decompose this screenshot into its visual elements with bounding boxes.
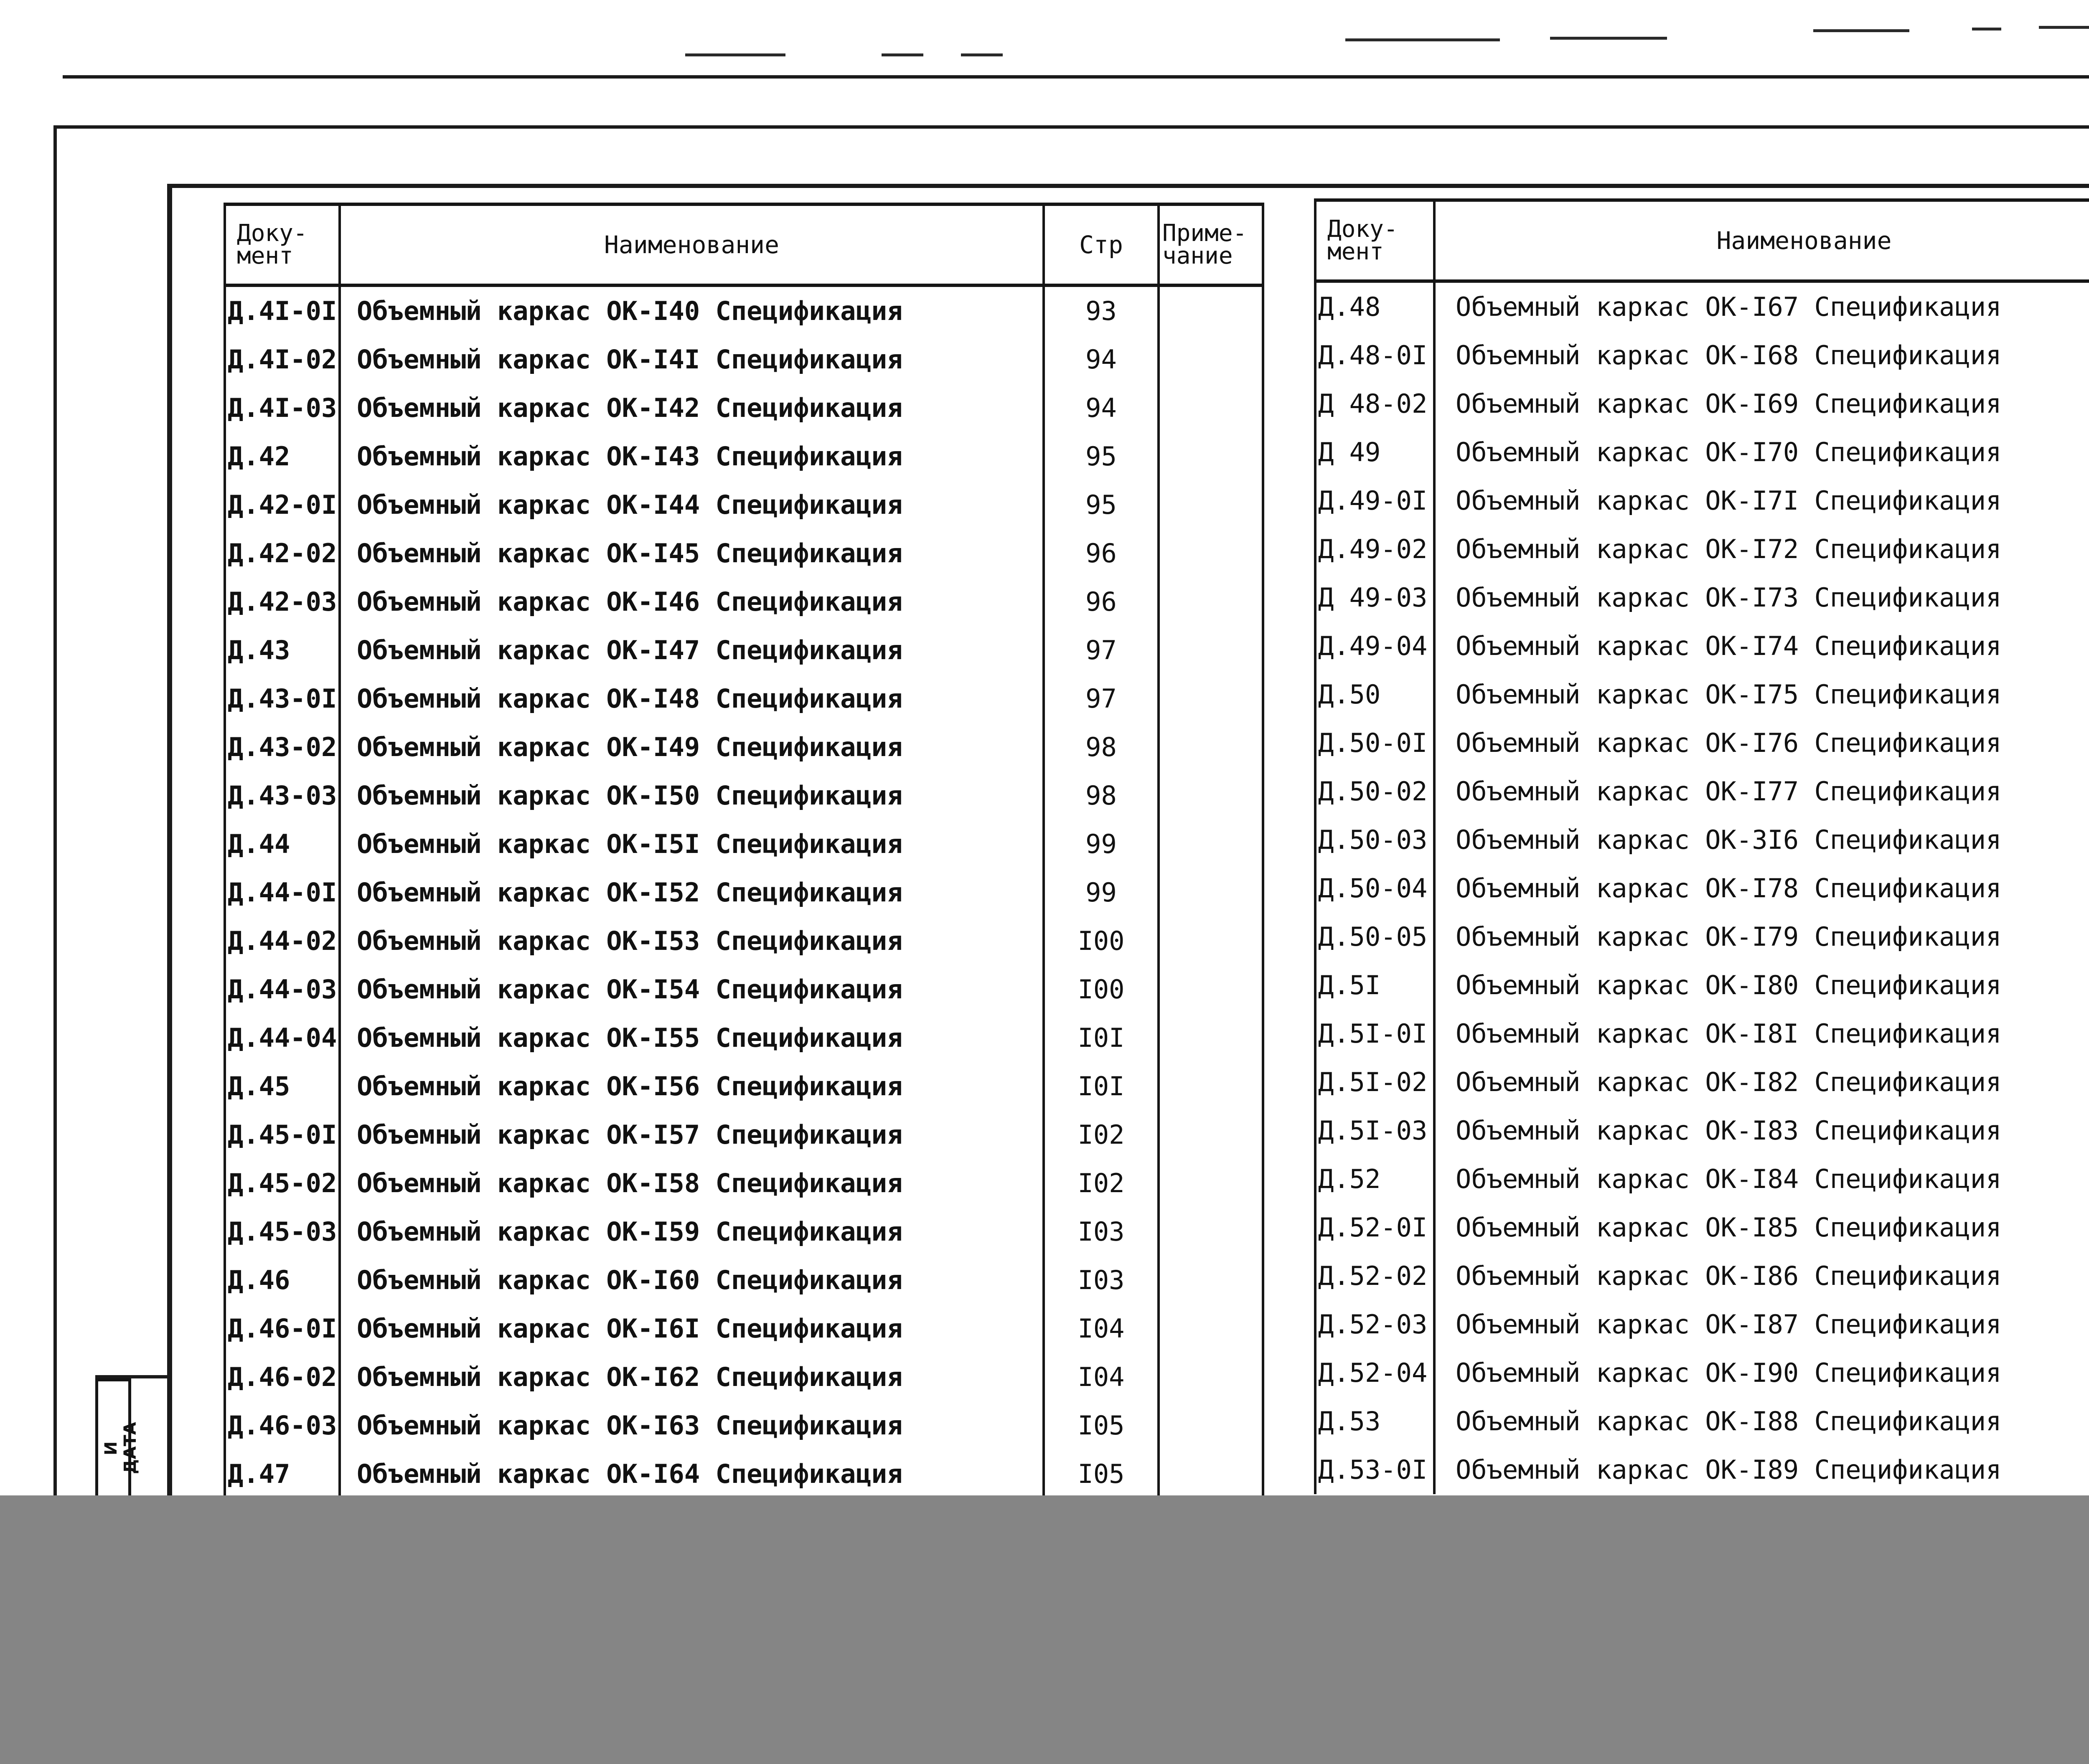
row-name: Объемный каркас ОК-I63 Спецификация [340,1401,1044,1450]
table-row [225,868,1263,917]
row-name: Объемный каркас ОК-I80 Спецификация [1434,961,2089,1010]
row-name: Объемный каркас ОК-I7I Спецификация [1434,477,2089,525]
table-row [225,626,1263,675]
row-note [1159,481,1263,529]
table-row [225,917,1263,965]
row-document: Д.50-0I [1315,719,1434,767]
scan-dash [2039,26,2089,29]
row-document: Д.42-0I [225,481,340,529]
row-document: Д.45-03 [225,1208,340,1256]
table-header-row [225,204,1263,285]
row-note [1159,1353,1263,1401]
outer-frame-left [53,125,57,1495]
table-row [1315,525,2089,574]
table-row [1315,1155,2089,1203]
row-page: I04 [1044,1305,1159,1353]
table-row [1315,380,2089,428]
row-page: 94 [1044,335,1159,384]
row-document: Д.4I-02 [225,335,340,384]
row-document: Д.45-0I [225,1111,340,1159]
table-row [225,675,1263,723]
table-row [1315,1010,2089,1058]
table-row [225,481,1263,529]
row-note [1159,675,1263,723]
row-name: Объемный каркас ОК-I89 Спецификация [1434,1446,2089,1494]
row-name: Объемный каркас ОК-I64 Спецификация [340,1450,1044,1498]
row-document: Д.49-0I [1315,477,1434,525]
row-document: Д.52-04 [1315,1349,1434,1397]
table-row [1315,864,2089,913]
row-document: Д.44-02 [225,917,340,965]
table-row [1315,281,2089,331]
table-row [1315,1300,2089,1349]
side-stamp-label: И ДАТА [102,1422,140,1475]
header-name: Наименование [1434,200,2089,281]
table-row [225,1401,1263,1450]
row-name: Объемный каркас ОК-I75 Спецификация [1434,670,2089,719]
scan-dash [1550,37,1667,40]
table-row [225,578,1263,626]
table-row [225,384,1263,432]
header-note: Приме- чание [1159,204,1263,285]
row-name: Объемный каркас ОК-I49 Спецификация [340,723,1044,772]
row-page: 99 [1044,820,1159,868]
row-name: Объемный каркас ОК-I67 Спецификация [1434,281,2089,331]
row-document: Д.50-03 [1315,816,1434,864]
row-name: Объемный каркас ОК-I62 Спецификация [340,1353,1044,1401]
row-name: Объемный каркас ОК-I86 Спецификация [1434,1252,2089,1300]
table-row [1315,1252,2089,1300]
row-page: 97 [1044,626,1159,675]
row-document: Д.42-03 [225,578,340,626]
row-note [1159,1159,1263,1208]
row-name: Объемный каркас ОК-I69 Спецификация [1434,380,2089,428]
table-row [225,335,1263,384]
table-row [1315,767,2089,816]
contents-table-right [1314,198,2089,1494]
row-document: Д.42 [225,432,340,481]
row-name: Объемный каркас ОК-I48 Спецификация [340,675,1044,723]
table-row [225,1305,1263,1353]
row-name: Объемный каркас ОК-I85 Спецификация [1434,1203,2089,1252]
scan-dash [1813,29,1909,32]
table-frame-left [167,184,172,1495]
row-document: Д.52-02 [1315,1252,1434,1300]
row-name: Объемный каркас ОК-I8I Спецификация [1434,1010,2089,1058]
row-note [1159,868,1263,917]
row-document: Д.4I-0I [225,285,340,335]
row-document: Д.4I-03 [225,384,340,432]
scan-dash [1972,28,2001,30]
row-page: 96 [1044,529,1159,578]
outer-frame-top [63,75,2089,79]
row-note [1159,285,1263,335]
row-name: Объемный каркас ОК-I42 Спецификация [340,384,1044,432]
header-document: Доку- мент [225,204,340,285]
table-row [225,285,1263,335]
row-document: Д.48-0I [1315,331,1434,380]
row-name: Объемный каркас ОК-I45 Спецификация [340,529,1044,578]
row-name: Объемный каркас ОК-I43 Спецификация [340,432,1044,481]
side-stamp-connector [95,1375,170,1378]
table-row [1315,816,2089,864]
table-row [225,1450,1263,1498]
row-note [1159,626,1263,675]
row-document: Д 48-02 [1315,380,1434,428]
table-row [225,1208,1263,1256]
row-document: Д.43 [225,626,340,675]
table-row [1315,477,2089,525]
row-document: Д.53-0I [1315,1446,1434,1494]
row-name: Объемный каркас ОК-I53 Спецификация [340,917,1044,965]
table-row [225,723,1263,772]
row-document: Д.43-03 [225,772,340,820]
row-name: Объемный каркас ОК-I58 Спецификация [340,1159,1044,1208]
table-row [225,965,1263,1014]
row-page: I03 [1044,1208,1159,1256]
scan-gray-band [0,1495,2089,1764]
row-note [1159,917,1263,965]
row-name: Объемный каркас ОК-I87 Спецификация [1434,1300,2089,1349]
scan-dash [961,53,1003,56]
row-page: 98 [1044,772,1159,820]
row-name: Объемный каркас ОК-I56 Спецификация [340,1062,1044,1111]
row-document: Д.45 [225,1062,340,1111]
row-document: Д 49-03 [1315,574,1434,622]
side-stamp [95,1378,140,1498]
table-row [225,1353,1263,1401]
row-page: I04 [1044,1353,1159,1401]
table-row [1315,1349,2089,1397]
row-document: Д.52 [1315,1155,1434,1203]
table-row [225,529,1263,578]
row-name: Объемный каркас ОК-I84 Спецификация [1434,1155,2089,1203]
row-page: 97 [1044,675,1159,723]
row-note [1159,335,1263,384]
table-row [225,432,1263,481]
table-row [225,1256,1263,1305]
table-row [1315,719,2089,767]
row-note [1159,384,1263,432]
row-document: Д.50-04 [1315,864,1434,913]
row-note [1159,1014,1263,1062]
row-document: Д.44-04 [225,1014,340,1062]
header-page: Стр [1044,204,1159,285]
row-page: 99 [1044,868,1159,917]
contents-table-left [224,203,1264,1498]
row-name: Объемный каркас ОК-I60 Спецификация [340,1256,1044,1305]
row-name: Объемный каркас ОК-I73 Спецификация [1434,574,2089,622]
row-name: Объемный каркас ОК-I72 Спецификация [1434,525,2089,574]
row-page: I05 [1044,1450,1159,1498]
row-note [1159,1450,1263,1498]
row-note [1159,772,1263,820]
row-name: Объемный каркас ОК-I68 Спецификация [1434,331,2089,380]
table-row [225,1014,1263,1062]
row-name: Объемный каркас ОК-3I6 Спецификация [1434,816,2089,864]
row-name: Объемный каркас ОК-I77 Спецификация [1434,767,2089,816]
row-page: I02 [1044,1111,1159,1159]
row-document: Д.42-02 [225,529,340,578]
row-document: Д.44-0I [225,868,340,917]
table-row [1315,913,2089,961]
header-name: Наименование [340,204,1044,285]
scan-dash [882,53,923,56]
table-row [1315,1107,2089,1155]
table-row [1315,1446,2089,1494]
row-page: 94 [1044,384,1159,432]
row-name: Объемный каркас ОК-I50 Спецификация [340,772,1044,820]
row-document: Д.49-02 [1315,525,1434,574]
row-note [1159,1401,1263,1450]
row-document: Д.46-0I [225,1305,340,1353]
row-document: Д.53 [1315,1397,1434,1446]
table-row [225,1111,1263,1159]
row-page: I0I [1044,1014,1159,1062]
table-row [1315,670,2089,719]
row-document: Д.44-03 [225,965,340,1014]
table-frame-top [167,184,2089,188]
row-page: I00 [1044,965,1159,1014]
row-document: Д.5I-0I [1315,1010,1434,1058]
row-document: Д.46-02 [225,1353,340,1401]
row-note [1159,1208,1263,1256]
table-row [1315,574,2089,622]
header-document: Доку- мент [1315,200,1434,281]
table-row [225,1159,1263,1208]
row-document: Д.50-02 [1315,767,1434,816]
scan-dash [685,53,785,56]
table-row [1315,961,2089,1010]
row-page: I00 [1044,917,1159,965]
row-document: Д.5I [1315,961,1434,1010]
table-row [225,820,1263,868]
row-document: Д.46 [225,1256,340,1305]
row-page: 93 [1044,285,1159,335]
row-note [1159,820,1263,868]
row-note [1159,1062,1263,1111]
row-name: Объемный каркас ОК-I6I Спецификация [340,1305,1044,1353]
row-name: Объемный каркас ОК-I44 Спецификация [340,481,1044,529]
row-name: Объемный каркас ОК-I47 Спецификация [340,626,1044,675]
row-name: Объемный каркас ОК-I55 Спецификация [340,1014,1044,1062]
row-note [1159,1305,1263,1353]
table-row [1315,1203,2089,1252]
row-name: Объемный каркас ОК-I82 Спецификация [1434,1058,2089,1107]
row-name: Объемный каркас ОК-I70 Спецификация [1434,428,2089,477]
row-note [1159,529,1263,578]
row-document: Д.50 [1315,670,1434,719]
row-name: Объемный каркас ОК-I88 Спецификация [1434,1397,2089,1446]
row-name: Объемный каркас ОК-I57 Спецификация [340,1111,1044,1159]
row-page: I03 [1044,1256,1159,1305]
table-row [1315,1058,2089,1107]
inner-frame-top [54,125,2089,129]
row-note [1159,432,1263,481]
row-page: I02 [1044,1159,1159,1208]
row-document: Д.52-0I [1315,1203,1434,1252]
row-note [1159,723,1263,772]
table-row [1315,428,2089,477]
row-page: 98 [1044,723,1159,772]
row-page: I05 [1044,1401,1159,1450]
table-row [225,772,1263,820]
row-page: 95 [1044,432,1159,481]
row-name: Объемный каркас ОК-I83 Спецификация [1434,1107,2089,1155]
row-document: Д.47 [225,1450,340,1498]
row-document: Д.43-0I [225,675,340,723]
row-name: Объемный каркас ОК-I54 Спецификация [340,965,1044,1014]
row-name: Объемный каркас ОК-I4I Спецификация [340,335,1044,384]
row-name: Объемный каркас ОК-I79 Спецификация [1434,913,2089,961]
row-name: Объемный каркас ОК-I40 Спецификация [340,285,1044,335]
row-document: Д.44 [225,820,340,868]
row-name: Объемный каркас ОК-I76 Спецификация [1434,719,2089,767]
row-name: Объемный каркас ОК-I90 Спецификация [1434,1349,2089,1397]
row-page: 95 [1044,481,1159,529]
row-document: Д.52-03 [1315,1300,1434,1349]
row-note [1159,965,1263,1014]
row-name: Объемный каркас ОК-I5I Спецификация [340,820,1044,868]
row-document: Д.43-02 [225,723,340,772]
row-document: Д.50-05 [1315,913,1434,961]
row-name: Объемный каркас ОК-I52 Спецификация [340,868,1044,917]
row-page: 96 [1044,578,1159,626]
table-row [1315,622,2089,670]
table-row [225,1062,1263,1111]
table-row [1315,1397,2089,1446]
table-row [1315,331,2089,380]
scan-dash [1345,38,1500,41]
row-name: Объемный каркас ОК-I46 Спецификация [340,578,1044,626]
row-note [1159,1256,1263,1305]
row-document: Д.48 [1315,281,1434,331]
row-name: Объемный каркас ОК-I74 Спецификация [1434,622,2089,670]
row-document: Д.49-04 [1315,622,1434,670]
row-document: Д 49 [1315,428,1434,477]
row-page: I0I [1044,1062,1159,1111]
table-header-row [1315,200,2089,281]
row-document: Д.45-02 [225,1159,340,1208]
row-note [1159,1111,1263,1159]
row-name: Объемный каркас ОК-I59 Спецификация [340,1208,1044,1256]
row-document: Д.5I-03 [1315,1107,1434,1155]
row-document: Д.5I-02 [1315,1058,1434,1107]
row-note [1159,578,1263,626]
row-document: Д.46-03 [225,1401,340,1450]
row-name: Объемный каркас ОК-I78 Спецификация [1434,864,2089,913]
